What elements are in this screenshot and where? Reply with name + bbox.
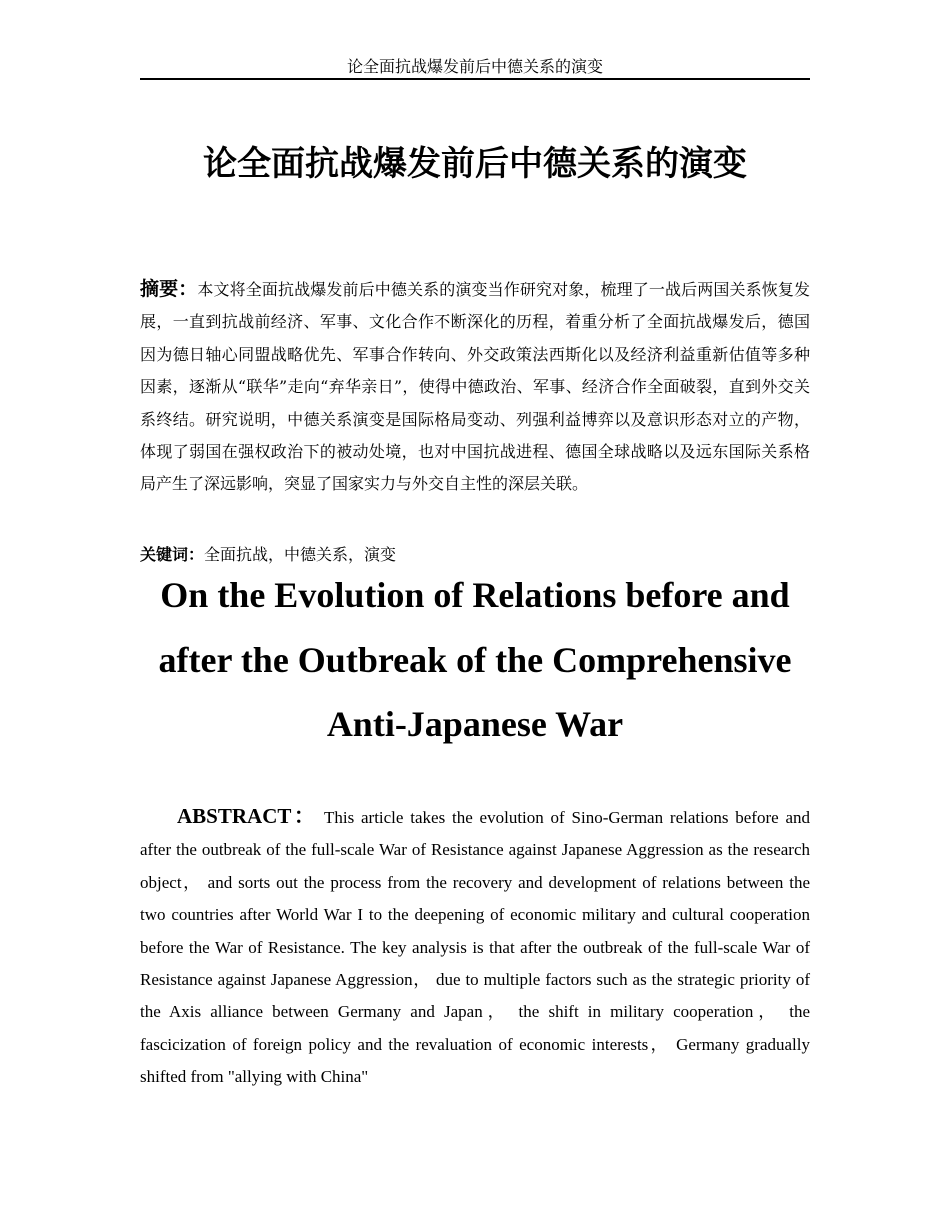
chinese-abstract [140, 273, 810, 501]
english-abstract-text: This article takes the evolution of Sino-German relations before and after the outbreak of the full-scale War of Resistance against Japanese Aggression as the research object， and sorts out the process from the recovery and development of relations between the two countries after World War I to the deepening of economic military and cultural cooperation before the War of Resistance. The key analysis is that after the outbreak of the full-scale War of Resistance against Japanese Aggression， due to multiple factors such as the strategic priority of the Axis alliance between Germany and Japan， the shift in military cooperation， the fascicization of foreign policy and the revaluation of economic interests， Germany gradually shifted from "allying with China" [140, 808, 810, 1087]
running-header [140, 56, 810, 80]
english-abstract-label: ABSTRACT： [177, 804, 318, 828]
english-abstract [140, 800, 810, 1094]
chinese-title: 论全面抗战爆发前后中德关系的演变 [203, 144, 747, 184]
english-title: On the Evolution of Relations before and after the Outbreak of the Comprehensive Anti-Japanese War [158, 575, 792, 744]
chinese-keywords-text: 全面抗战，中德关系，演变 [204, 545, 397, 564]
chinese-abstract-text: 本文将全面抗战爆发前后中德关系的演变当作研究对象，梳理了一战后两国关系恢复发展，一直到抗战前经济、军事、文化合作不断深化的历程，着重分析了全面抗战爆发后，德国因为德日轴心同盟战略优先、军事合作转向、外交政策法西斯化以及经济利益重新估值等多种因素，逐渐从“联华”走向“弃华亲日”，使得中德政治、军事、经济合作全面破裂，直到外交关系终结。研究说明，中德关系演变是国际格局变动、列强利益博弈以及意识形态对立的产物，体现了弱国在强权政治下的被动处境，也对中国抗战进程、德国全球战略以及远东国际关系格局产生了深远影响，突显了国家实力与外交自主性的深层关联。 [140, 280, 810, 494]
chinese-keywords-label: 关键词： [140, 545, 205, 564]
running-header-title: 论全面抗战爆发前后中德关系的演变 [346, 57, 603, 76]
chinese-abstract-label: 摘要： [140, 278, 198, 300]
